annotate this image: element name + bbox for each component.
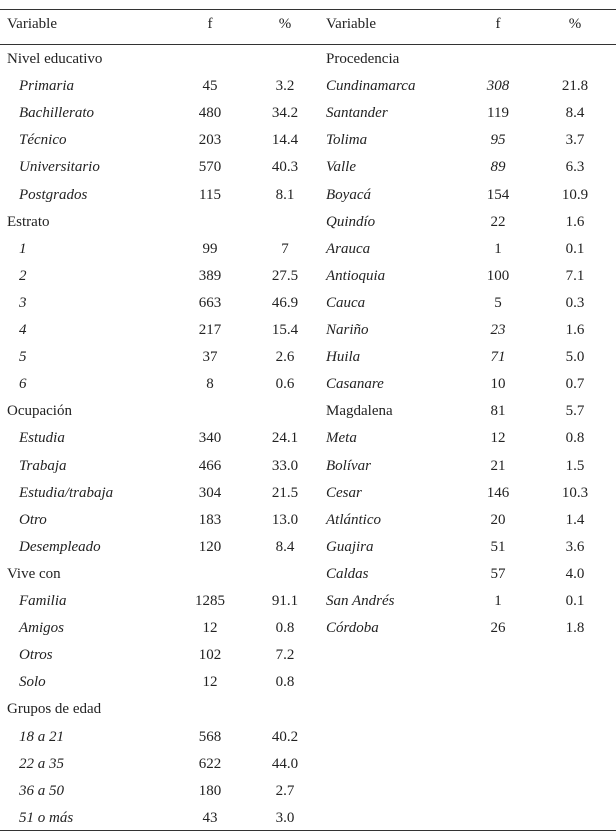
header-variable-left: Variable [7, 16, 57, 32]
right-row-f: 23 [490, 322, 506, 338]
right-row-f: 26 [490, 620, 506, 636]
left-row-pct: 8.1 [275, 187, 295, 203]
left-row-label: 3 [19, 295, 27, 311]
left-row-pct: 7 [281, 241, 289, 257]
right-row-label: Arauca [326, 241, 371, 257]
right-group-label: Magdalena [326, 403, 393, 419]
right-row-f: 89 [490, 159, 506, 175]
left-row-f: 12 [202, 620, 218, 636]
right-row-f: 51 [490, 539, 506, 555]
right-row-label: Tolima [326, 132, 368, 148]
right-row-f: 20 [490, 512, 506, 528]
left-row-pct: 3.2 [275, 78, 295, 94]
left-row-label: Bachillerato [19, 105, 94, 121]
left-row-label: 51 o más [19, 810, 74, 826]
right-row-pct: 8.4 [565, 105, 585, 121]
right-row-label: Santander [326, 105, 388, 121]
left-row-pct: 34.2 [271, 105, 299, 121]
right-row-pct: 5.0 [565, 349, 585, 365]
right-row-pct: 4.0 [565, 566, 585, 582]
right-row-f: 154 [486, 187, 510, 203]
left-row-f: 183 [198, 512, 222, 528]
right-row-f: 10 [490, 376, 506, 392]
right-group-label: Procedencia [326, 51, 400, 67]
right-row-f: 57 [490, 566, 506, 582]
left-row-label: Desempleado [19, 539, 101, 555]
left-row-label: 36 a 50 [19, 783, 64, 799]
right-row-pct: 0.1 [565, 593, 585, 609]
left-row-f: 8 [206, 376, 214, 392]
right-row-pct: 0.8 [565, 430, 585, 446]
left-row-f: 389 [198, 268, 222, 284]
left-row-pct: 0.8 [275, 620, 295, 636]
right-row-label: Boyacá [326, 187, 371, 203]
left-row-label: Estudia [19, 430, 65, 446]
top-rule [0, 9, 616, 10]
left-row-pct: 13.0 [271, 512, 299, 528]
right-row-label: Nariño [326, 322, 369, 338]
header-f-right: f [495, 16, 501, 32]
left-row-label: 22 a 35 [19, 756, 64, 772]
left-row-f: 37 [202, 349, 218, 365]
right-row-pct: 1.8 [565, 620, 585, 636]
left-group-label: Estrato [7, 214, 50, 230]
right-row-label: Guajira [326, 539, 374, 555]
right-row-pct: 1.6 [565, 322, 585, 338]
right-row-pct: 10.9 [561, 187, 589, 203]
right-row-label: San Andrés [326, 593, 395, 609]
header-pct-right: % [568, 16, 582, 32]
left-row-label: Estudia/trabaja [19, 485, 114, 501]
left-row-f: 304 [198, 485, 222, 501]
left-row-label: Primaria [19, 78, 75, 94]
right-row-f: 1 [494, 241, 502, 257]
left-row-pct: 24.1 [271, 430, 299, 446]
right-row-f: 71 [490, 349, 506, 365]
left-row-f: 45 [202, 78, 218, 94]
left-row-label: 5 [19, 349, 27, 365]
left-row-label: Solo [19, 674, 46, 690]
left-row-pct: 33.0 [271, 458, 299, 474]
right-row-label: Cauca [326, 295, 366, 311]
right-row-label: Quindío [326, 214, 376, 230]
left-row-pct: 27.5 [271, 268, 299, 284]
right-row-label: Bolívar [326, 458, 371, 474]
left-row-f: 43 [202, 810, 218, 826]
left-row-pct: 91.1 [271, 593, 299, 609]
left-row-label: Postgrados [19, 187, 88, 203]
left-row-f: 102 [198, 647, 222, 663]
right-row-label: Cesar [326, 485, 362, 501]
right-row-f: 100 [486, 268, 510, 284]
header-f-left: f [207, 16, 213, 32]
right-row-f: 12 [490, 430, 506, 446]
left-row-pct: 8.4 [275, 539, 295, 555]
left-row-label: Universitario [19, 159, 100, 175]
left-row-f: 570 [198, 159, 222, 175]
left-row-label: 18 a 21 [19, 729, 64, 745]
left-row-f: 340 [198, 430, 222, 446]
right-row-pct: 7.1 [565, 268, 585, 284]
left-row-f: 180 [198, 783, 222, 799]
header-pct-left: % [278, 16, 292, 32]
right-row-pct: 3.6 [565, 539, 585, 555]
left-row-label: Amigos [19, 620, 64, 636]
header-variable-right: Variable [326, 16, 376, 32]
left-row-f: 12 [202, 674, 218, 690]
left-group-label: Nivel educativo [7, 51, 103, 67]
right-row-f: 22 [490, 214, 506, 230]
left-row-f: 1285 [195, 593, 225, 609]
left-row-pct: 21.5 [271, 485, 299, 501]
right-row-label: Huila [326, 349, 361, 365]
left-row-pct: 3.0 [275, 810, 295, 826]
right-group-pct: 5.7 [565, 403, 585, 419]
left-row-f: 203 [198, 132, 222, 148]
left-row-label: 4 [19, 322, 27, 338]
left-row-label: Otros [19, 647, 53, 663]
right-row-f: 21 [490, 458, 506, 474]
left-row-f: 217 [198, 322, 222, 338]
right-row-label: Caldas [326, 566, 369, 582]
left-row-pct: 14.4 [271, 132, 299, 148]
left-row-pct: 46.9 [271, 295, 299, 311]
left-row-pct: 7.2 [275, 647, 295, 663]
right-row-pct: 6.3 [565, 159, 585, 175]
left-row-pct: 0.8 [275, 674, 295, 690]
right-row-f: 1 [494, 593, 502, 609]
right-group-f: 81 [490, 403, 506, 419]
right-row-pct: 0.3 [565, 295, 585, 311]
right-row-pct: 3.7 [565, 132, 585, 148]
right-row-label: Meta [326, 430, 357, 446]
right-row-f: 95 [490, 132, 506, 148]
left-row-label: 2 [19, 268, 27, 284]
right-row-label: Valle [326, 159, 356, 175]
header-rule [0, 44, 616, 45]
left-group-label: Ocupación [7, 403, 72, 419]
right-row-label: Antioquia [326, 268, 386, 284]
left-row-pct: 40.3 [271, 159, 299, 175]
right-row-pct: 1.4 [565, 512, 585, 528]
left-group-label: Vive con [7, 566, 61, 582]
left-row-pct: 2.6 [275, 349, 295, 365]
left-row-f: 115 [199, 187, 221, 203]
right-row-label: Casanare [326, 376, 384, 392]
left-row-pct: 2.7 [275, 783, 295, 799]
right-row-f: 119 [487, 105, 509, 121]
right-row-f: 5 [494, 295, 502, 311]
right-row-pct: 1.6 [565, 214, 585, 230]
right-row-f: 146 [486, 485, 510, 501]
left-row-f: 663 [198, 295, 222, 311]
right-row-label: Atlántico [326, 512, 381, 528]
left-row-pct: 15.4 [271, 322, 299, 338]
right-row-label: Córdoba [326, 620, 379, 636]
left-row-label: Familia [19, 593, 67, 609]
left-row-pct: 44.0 [271, 756, 299, 772]
left-row-pct: 0.6 [275, 376, 295, 392]
left-row-label: Otro [19, 512, 47, 528]
left-row-label: 6 [19, 376, 27, 392]
right-row-pct: 1.5 [565, 458, 585, 474]
left-row-label: 1 [19, 241, 27, 257]
left-row-f: 568 [198, 729, 222, 745]
left-row-f: 480 [198, 105, 222, 121]
left-row-f: 99 [202, 241, 218, 257]
left-row-f: 466 [198, 458, 222, 474]
left-row-f: 622 [198, 756, 222, 772]
left-row-f: 120 [198, 539, 222, 555]
right-row-pct: 0.1 [565, 241, 585, 257]
left-row-label: Trabaja [19, 458, 67, 474]
right-row-pct: 0.7 [565, 376, 585, 392]
right-row-f: 308 [486, 78, 510, 94]
left-group-label: Grupos de edad [7, 701, 102, 717]
right-row-pct: 10.3 [561, 485, 589, 501]
right-row-pct: 21.8 [561, 78, 589, 94]
left-row-label: Técnico [19, 132, 67, 148]
right-row-label: Cundinamarca [326, 78, 416, 94]
left-row-pct: 40.2 [271, 729, 299, 745]
